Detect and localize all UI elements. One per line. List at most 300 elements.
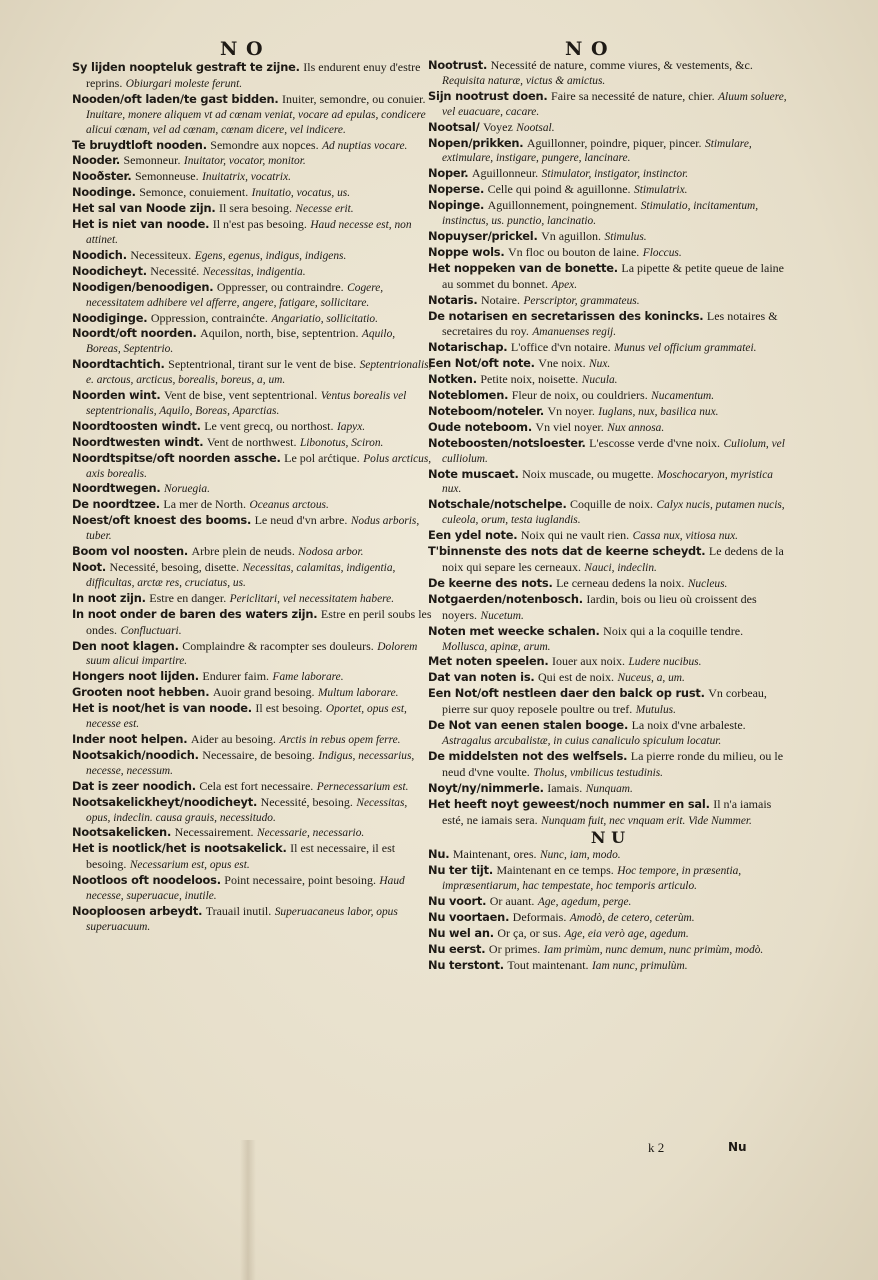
- dictionary-entry: [428, 670, 788, 686]
- entry-latin: Amodò, de cetero, ceterùm.: [569, 911, 695, 924]
- entry-french: Maintenant, ores.: [452, 847, 537, 862]
- entry-headword: Nooden/oft laden/te gast bidden.: [72, 91, 279, 106]
- entry-latin: Necessitas, indigentia.: [202, 265, 306, 278]
- entry-french: L'office d'vn notaire.: [510, 340, 611, 355]
- page-fold-shadow: [240, 1140, 256, 1280]
- dictionary-entry: [72, 264, 432, 280]
- entry-latin: Oportet, opus est, necesse est.: [86, 703, 407, 731]
- entry-french: Les notaires & secretaires du roy.: [442, 308, 778, 339]
- entry-headword: Noperse.: [428, 182, 485, 197]
- entry-headword: Nopuyser/prickel.: [428, 228, 538, 243]
- entry-headword: Nu ter tijt.: [428, 863, 493, 878]
- dictionary-entry: [428, 198, 788, 229]
- entry-french: Vent de northwest.: [206, 434, 297, 449]
- entry-headword: Den noot klagen.: [72, 638, 179, 653]
- entry-french: Aguillonnement, poingnement.: [487, 198, 638, 213]
- page-footer: [0, 1140, 878, 1160]
- entry-french: Il n'a iamais esté, ne iamais sera.: [442, 796, 772, 827]
- nu-entries: [428, 847, 788, 973]
- entry-headword: Boom vol noosten.: [72, 544, 189, 559]
- header-left: N O: [220, 38, 264, 60]
- entry-headword: Noodiginge.: [72, 310, 148, 325]
- entry-latin: Pernecessarium est.: [316, 780, 409, 793]
- entry-latin: Stimulatio, incitamentum, instinctus, us. punctio, lancinatio.: [442, 200, 759, 228]
- entry-french: Oppression, contrainćte.: [150, 310, 268, 325]
- dictionary-entry: [428, 624, 788, 655]
- header-right: N O: [565, 38, 609, 60]
- entry-latin: Tholus, vmbilicus testudinis.: [533, 766, 664, 779]
- dictionary-entry: [72, 92, 432, 138]
- entry-latin: Stimulare, extimulare, instigare, pungere, lancinare.: [442, 137, 752, 165]
- entry-headword: Het heeft noyt geweest/noch nummer en sal.: [428, 796, 710, 811]
- entry-headword: Noodicheyt.: [72, 263, 147, 278]
- entry-french: Fleur de noix, ou couldriers.: [511, 388, 648, 403]
- entry-headword: De notarisen en secretarissen des konincks.: [428, 308, 704, 323]
- dictionary-entry: [72, 701, 432, 732]
- entry-french: Coquille de noix.: [570, 497, 654, 512]
- entry-latin: Apex.: [551, 278, 578, 291]
- dictionary-entry: [428, 182, 788, 198]
- entry-latin: Moschocaryon, myristica nux.: [442, 468, 773, 496]
- entry-french: La pierre ronde du milieu, ou le neud d'vne voulte.: [442, 748, 784, 779]
- entry-latin: Aquilo, Boreas, Septentrio.: [86, 328, 396, 356]
- entry-headword: Nooder.: [72, 153, 120, 168]
- dictionary-entry: [428, 136, 788, 167]
- entry-french: L'escosse verde d'vne noix.: [589, 435, 721, 450]
- entry-french: Inuiter, semondre, ou conuier.: [282, 91, 426, 106]
- dictionary-entry: [72, 904, 432, 935]
- dictionary-entry: [72, 435, 432, 451]
- dictionary-entry: [428, 436, 788, 467]
- entry-headword: Sijn nootrust doen.: [428, 88, 548, 103]
- entry-french: Le dedens de la noix qui separe les cerneaux.: [442, 544, 784, 574]
- entry-headword: Het noppeken van de bonette.: [428, 260, 618, 275]
- entry-headword: Nu eerst.: [428, 941, 486, 956]
- entry-latin: Nodus arboris, tuber.: [86, 515, 420, 543]
- entry-latin: Mollusca, apinæ, arum.: [442, 640, 551, 653]
- entry-latin: Age, agedum, perge.: [537, 896, 632, 909]
- entry-french: Arbre plein de neuds.: [191, 544, 295, 559]
- entry-headword: T'binnenste des nots dat de keerne scheydt.: [428, 544, 706, 559]
- entry-latin: Calyx nucis, putamen nucis, culeola, orum, testa iuglandis.: [442, 499, 785, 527]
- entry-latin: Nucamentum.: [651, 390, 715, 403]
- entry-french: Iamais.: [547, 780, 583, 795]
- entry-headword: Het is nootlick/het is nootsakelick.: [72, 841, 287, 856]
- entry-latin: Haud necesse est, non attinet.: [86, 219, 412, 246]
- entry-headword: Nu terstont.: [428, 957, 504, 972]
- entry-headword: Notgaerden/notenbosch.: [428, 591, 583, 606]
- entry-french: Vent de bise, vent septentrional.: [163, 388, 318, 403]
- entry-headword: Oude noteboom.: [428, 419, 532, 434]
- entry-french: Iardin, bois ou lieu où croissent des noyers.: [442, 591, 757, 622]
- entry-latin: Nucula.: [581, 374, 618, 387]
- dictionary-entry: [428, 58, 788, 89]
- dictionary-entry: [72, 639, 432, 670]
- dictionary-entry: [72, 841, 432, 873]
- right-column: [428, 58, 788, 1158]
- dictionary-entry: [428, 229, 788, 245]
- entry-headword: Sy lijden noopteluk gestraft te zijne.: [72, 60, 300, 74]
- dictionary-entry: [428, 942, 788, 958]
- entry-french: Necessairement.: [174, 825, 254, 840]
- entry-latin: Noruegia.: [164, 483, 210, 496]
- entry-latin: Stimulus.: [604, 230, 647, 243]
- entry-french: Oppresser, ou contraindre.: [216, 279, 344, 294]
- entry-headword: Noot.: [72, 560, 106, 574]
- dictionary-entry: [428, 340, 788, 356]
- entry-headword: Noteboosten/notsloester.: [428, 435, 586, 450]
- dictionary-entry: [72, 748, 432, 779]
- entry-headword: Noodich.: [72, 247, 127, 262]
- entry-french: Or ça, or sus.: [497, 925, 561, 940]
- entry-latin: Nuceus, a, um.: [617, 672, 685, 685]
- dictionary-entry: [72, 607, 432, 639]
- entry-french: Necessité, besoing.: [260, 794, 353, 809]
- entry-latin: Haud necesse, superuacue, inutile.: [86, 875, 405, 903]
- dictionary-entry: [428, 926, 788, 942]
- entry-headword: Noordtwegen.: [72, 481, 161, 496]
- dictionary-entry: [428, 686, 788, 718]
- dictionary-entry: [428, 293, 788, 309]
- entry-french: Noix qui ne vault rien.: [520, 528, 630, 543]
- entry-latin: Perscriptor, grammateus.: [523, 294, 640, 307]
- entry-french: Tout maintenant.: [507, 957, 589, 972]
- entry-latin: Iuglans, nux, basilica nux.: [598, 405, 719, 418]
- dictionary-entry: [72, 795, 432, 826]
- entry-french: Qui est de noix.: [538, 670, 614, 685]
- entry-headword: Grooten noot hebben.: [72, 685, 210, 700]
- dictionary-entry: [428, 372, 788, 388]
- entry-headword: Een Not/oft nestleen daer den balck op rust.: [428, 686, 705, 701]
- entry-latin: Oceanus arctous.: [249, 499, 329, 512]
- dictionary-entry: [428, 404, 788, 420]
- entry-headword: Nu wel an.: [428, 925, 494, 940]
- entry-french: Estre en danger.: [149, 590, 227, 605]
- entry-headword: Nooðster.: [72, 169, 132, 184]
- entry-latin: Ventus borealis vel septentrionalis, Aquilo, Boreas, Aparctias.: [86, 390, 407, 417]
- entry-headword: Met noten speelen.: [428, 654, 549, 669]
- entry-latin: Inuitare, monere aliquem vt ad cœnam veniat, vocare ad epulas, condicere alicui cœnam, vel ad cœnam, cœnam dicere, vel indicere.: [86, 108, 426, 136]
- entry-headword: Noyt/ny/nimmerle.: [428, 780, 544, 795]
- entry-french: La noix d'vne arbaleste.: [631, 718, 746, 733]
- dictionary-entry: [428, 356, 788, 372]
- entry-french: La pipette & petite queue de laine au sommet du bonnet.: [442, 260, 784, 291]
- entry-latin: Necessitas, calamitas, indigentia, difficultas, arctæ res, cruciatus, us.: [86, 562, 396, 589]
- entry-latin: Amanuenses regij.: [532, 326, 617, 339]
- entry-headword: Noodigen/benoodigen.: [72, 279, 214, 294]
- entry-headword: Notken.: [428, 372, 477, 387]
- entry-french: Aguillonner, poindre, piquer, pincer.: [526, 135, 702, 150]
- entry-latin: Nunc, iam, modo.: [539, 849, 621, 862]
- entry-french: Aider au besoing.: [190, 731, 276, 746]
- dictionary-entry: [428, 420, 788, 436]
- entry-french: Vn floc ou bouton de laine.: [508, 244, 640, 259]
- dictionary-entry: [72, 248, 432, 264]
- entry-french: Semondre aux nopces.: [210, 137, 319, 152]
- entry-headword: De keerne des nots.: [428, 575, 553, 590]
- entry-headword: Nopinge.: [428, 198, 485, 213]
- entry-latin: Iapyx.: [337, 420, 366, 433]
- left-column: [72, 60, 432, 1140]
- entry-latin: Age, eia verò age, agedum.: [564, 927, 689, 940]
- dictionary-entry: [428, 309, 788, 341]
- entry-headword: Noordtspitse/oft noorden assche.: [72, 450, 281, 465]
- entry-headword: Notschale/notschelpe.: [428, 497, 567, 512]
- entry-headword: Noper.: [428, 166, 469, 181]
- entry-french: Auoir grand besoing.: [212, 685, 315, 700]
- dictionary-entry: [72, 560, 432, 591]
- entry-latin: Arctis in rebus opem ferre.: [279, 733, 401, 746]
- entry-french: Faire sa necessité de nature, chier.: [551, 88, 715, 103]
- entry-headword: Nootsakelicken.: [72, 825, 172, 840]
- entry-french: Cela est fort necessaire.: [199, 778, 314, 793]
- dictionary-entry: [72, 685, 432, 701]
- entry-french: Le pol arćtique.: [284, 450, 360, 465]
- dictionary-entry: [428, 576, 788, 592]
- entry-latin: Necesse erit.: [295, 203, 354, 216]
- dictionary-entry: [428, 120, 788, 136]
- dictionary-entry: [72, 185, 432, 201]
- entry-latin: Multum laborare.: [317, 687, 399, 700]
- dictionary-entry: [72, 388, 432, 419]
- entry-headword: Het sal van Noode zijn.: [72, 201, 216, 216]
- dictionary-entry: [72, 873, 432, 904]
- entry-latin: Polus arcticus, axis borealis.: [86, 452, 432, 480]
- entry-latin: Aluum soluere, vel euacuare, cacare.: [442, 90, 787, 118]
- dictionary-entry: [428, 592, 788, 624]
- entry-latin: Floccus.: [642, 246, 682, 259]
- entry-latin: Angariatio, sollicitatio.: [271, 312, 378, 325]
- entry-headword: Nootrust.: [428, 58, 488, 72]
- entry-headword: Nu voort.: [428, 894, 487, 909]
- dictionary-entry: [72, 153, 432, 169]
- dictionary-entry: [72, 669, 432, 685]
- entry-latin: Nux annosa.: [607, 421, 665, 434]
- entry-latin: Inuitatio, vocatus, us.: [251, 187, 351, 200]
- dictionary-entry: [428, 89, 788, 120]
- dictionary-entry: [428, 261, 788, 293]
- entry-headword: Noodinge.: [72, 185, 136, 200]
- entry-latin: Ludere nucibus.: [628, 656, 702, 669]
- entry-french: Vn noyer.: [547, 403, 595, 418]
- entry-headword: Noteboom/noteler.: [428, 403, 545, 418]
- entry-latin: Nodosa arbor.: [298, 546, 364, 559]
- section-heading-nu: N U: [590, 828, 626, 848]
- entry-french: Necessité.: [150, 263, 200, 278]
- entry-french: Endurer faim.: [202, 669, 270, 684]
- dictionary-entry: [72, 481, 432, 497]
- entry-latin: Stimulatrix.: [634, 184, 688, 197]
- entry-latin: Cassa nux, vitiosa nux.: [632, 530, 738, 543]
- entry-latin: Mutulus.: [635, 704, 676, 717]
- dictionary-entry: [72, 451, 432, 482]
- entry-french: Vn corbeau, pierre sur quoy reposele poultre ou tref.: [442, 686, 767, 717]
- dictionary-entry: [72, 311, 432, 327]
- entry-headword: Nu voortaen.: [428, 909, 510, 924]
- entry-headword: Een ydel note.: [428, 528, 518, 543]
- signature-mark: k 2: [648, 1140, 665, 1155]
- dictionary-entry: [428, 847, 788, 863]
- entry-french: Semonneur.: [123, 153, 181, 168]
- right-entries: [428, 58, 788, 828]
- entry-headword: De middelsten not des welfsels.: [428, 748, 628, 763]
- dictionary-entry: [72, 326, 432, 357]
- dictionary-entry: [72, 497, 432, 513]
- dictionary-entry: [428, 894, 788, 910]
- entry-headword: De noordtzee.: [72, 497, 160, 512]
- dictionary-entry: [72, 60, 432, 92]
- entry-french: Celle qui poind & aguillonne.: [487, 182, 631, 197]
- entry-headword: Dat van noten is.: [428, 670, 535, 685]
- entry-latin: Superuacaneus labor, opus superuacuum.: [86, 905, 398, 933]
- entry-headword: Note muscaet.: [428, 466, 519, 481]
- entry-french: Semonce, conuiement.: [139, 185, 249, 200]
- dictionary-entry: [72, 779, 432, 795]
- entry-french: Vne noix.: [538, 356, 586, 371]
- entry-latin: Necessitas, opus, indeclin. causa grauis, necessitudo.: [86, 796, 408, 824]
- entry-latin: Nootsal.: [516, 121, 555, 134]
- entry-latin: Necessarie, necessario.: [257, 827, 365, 840]
- entry-latin: Dolorem suum alicui impartire.: [86, 640, 418, 668]
- entry-french: Vn aguillon.: [541, 228, 602, 243]
- dictionary-entry: [428, 166, 788, 182]
- entry-latin: Cogere, necessitatem adhibere vel afferre, angere, fatigare, sollicitare.: [86, 281, 384, 309]
- entry-french: Necessité de nature, comme viures, & vestements, &c.: [490, 58, 753, 72]
- entry-french: Noix muscade, ou mugette.: [522, 466, 654, 481]
- entry-french: Necessaire, de besoing.: [202, 747, 315, 762]
- entry-french: Le cerneau dedens la noix.: [556, 575, 685, 590]
- entry-latin: Nucleus.: [687, 577, 728, 590]
- dictionary-entry: [428, 654, 788, 670]
- entry-headword: Notaris.: [428, 292, 478, 307]
- entry-headword: Noten met weecke schalen.: [428, 623, 600, 638]
- entry-french: Aguillonneur.: [471, 166, 539, 181]
- entry-latin: Nucetum.: [480, 609, 524, 622]
- entry-headword: Nootloos oft noodeloos.: [72, 873, 221, 888]
- entry-headword: De Not van eenen stalen booge.: [428, 718, 629, 733]
- entry-latin: Inuitator, vocator, monitor.: [183, 155, 306, 168]
- entry-french: Or primes.: [488, 941, 541, 956]
- entry-headword: Nu.: [428, 847, 450, 862]
- entry-latin: Iam primùm, nunc demum, nunc primùm, modò.: [543, 943, 764, 956]
- entry-headword: Een Not/oft note.: [428, 356, 535, 371]
- entry-latin: Septentrionalis, e. arctous, arcticus, borealis, boreus, a, um.: [86, 359, 432, 387]
- dictionary-entry: [72, 732, 432, 748]
- dictionary-entry: [72, 169, 432, 185]
- entry-headword: Hongers noot lijden.: [72, 669, 199, 684]
- dictionary-entry: [428, 797, 788, 829]
- entry-french: Iouer aux noix.: [551, 654, 625, 669]
- entry-french: Maintenant en ce temps.: [496, 863, 614, 878]
- entry-latin: Nauci, indeclin.: [584, 562, 657, 574]
- entry-french: Le vent grecq, ou northost.: [204, 418, 334, 433]
- dictionary-entry: [428, 497, 788, 528]
- entry-french: Notaire.: [481, 292, 520, 307]
- dictionary-entry: [72, 591, 432, 607]
- entry-headword: Noordtwesten windt.: [72, 434, 204, 449]
- entry-latin: Nux.: [589, 358, 611, 371]
- entry-french: Petite noix, noisette.: [480, 372, 579, 387]
- entry-headword: In noot zijn.: [72, 590, 146, 605]
- entry-latin: Ad nuptias vocare.: [322, 139, 408, 152]
- catchword: Nu: [728, 1140, 747, 1154]
- dictionary-entry: [428, 544, 788, 576]
- entry-headword: Nootsal/: [428, 119, 480, 134]
- entry-headword: Nopen/prikken.: [428, 135, 524, 150]
- entry-latin: Necessarium est, opus est.: [129, 859, 250, 872]
- entry-headword: Noordtachtich.: [72, 357, 165, 372]
- entry-french: Il sera besoing.: [218, 201, 292, 216]
- dictionary-entry: [428, 467, 788, 498]
- dictionary-entry: [72, 419, 432, 435]
- entry-latin: Nunquam fuit, nec vnquam erit. Vide Nummer.: [541, 814, 752, 827]
- dictionary-entry: [72, 201, 432, 217]
- entry-latin: Hoc tempore, in præsentia, impræsentiarum, hac tempestate, hoc temporis articulo.: [442, 865, 742, 893]
- entry-latin: Requisita naturæ, victus & amictus.: [442, 74, 606, 87]
- entry-french: Estre en peril soubs les ondes.: [86, 606, 432, 637]
- entry-french: Noix qui a la coquille tendre.: [603, 623, 744, 638]
- entry-latin: Egens, egenus, indigus, indigens.: [194, 249, 347, 262]
- entry-latin: Munus vel officium grammatei.: [614, 342, 757, 355]
- entry-french: Le neud d'vn arbre.: [254, 513, 348, 528]
- dictionary-entry: [72, 544, 432, 560]
- entry-headword: Inder noot helpen.: [72, 731, 188, 746]
- entry-french: Ils endurent enuy d'estre reprins.: [86, 60, 421, 90]
- entry-french: Trauail inutil.: [205, 903, 272, 918]
- entry-latin: Libonotus, Sciron.: [299, 436, 384, 449]
- entry-latin: Nunquam.: [585, 782, 633, 795]
- entry-latin: Confluctuari.: [120, 624, 182, 637]
- entry-latin: Periclitari, vel necessitatem habere.: [229, 592, 395, 605]
- entry-latin: Fame laborare.: [272, 671, 344, 684]
- entry-headword: Nootsakelickheyt/noodicheyt.: [72, 794, 258, 809]
- dictionary-entry: [72, 357, 432, 388]
- entry-headword: Noppe wols.: [428, 244, 505, 259]
- entry-headword: Notarischap.: [428, 340, 508, 355]
- entry-headword: Noordtoosten windt.: [72, 418, 201, 433]
- entry-french: Voyez: [483, 119, 513, 134]
- entry-french: Necessité, besoing, disette.: [109, 560, 240, 574]
- dictionary-entry: [428, 388, 788, 404]
- entry-headword: Het is noot/het is van noode.: [72, 701, 252, 716]
- entry-headword: Dat is zeer noodich.: [72, 778, 196, 793]
- entry-headword: Noordt/oft noorden.: [72, 326, 197, 341]
- entry-latin: Iam nunc, primulùm.: [592, 959, 688, 972]
- entry-french: Vn viel noyer.: [535, 419, 604, 434]
- entry-latin: Stimulator, instigator, instinctor.: [541, 168, 689, 181]
- dictionary-entry: [428, 958, 788, 974]
- dictionary-entry: [428, 718, 788, 749]
- entry-headword: In noot onder de baren des waters zijn.: [72, 606, 318, 621]
- dictionary-entry: [428, 910, 788, 926]
- entry-french: Septentrional, tirant sur le vent de bise.: [168, 357, 357, 372]
- dictionary-entry: [428, 749, 788, 781]
- entry-french: Il est necessaire, il est besoing.: [86, 841, 396, 872]
- entry-latin: Indigus, necessarius, necesse, necessum.: [86, 749, 415, 777]
- dictionary-entry: [428, 781, 788, 797]
- entry-french: Il n'est pas besoing.: [212, 217, 307, 232]
- dictionary-entry: [72, 138, 432, 154]
- entry-headword: Noorden wint.: [72, 388, 161, 403]
- dictionary-entry: [72, 825, 432, 841]
- dictionary-entry: [72, 280, 432, 311]
- entry-latin: Inuitatrix, vocatrix.: [202, 171, 291, 184]
- dictionary-entry: [428, 528, 788, 544]
- dictionary-entry: [428, 245, 788, 261]
- entry-latin: Astragalus arcubalistæ, in cuius canaliculo spiculum locatur.: [442, 734, 722, 747]
- entry-latin: Culiolum, vel culliolum.: [442, 437, 785, 465]
- entry-french: Complaindre & racompter ses douleurs.: [182, 638, 374, 653]
